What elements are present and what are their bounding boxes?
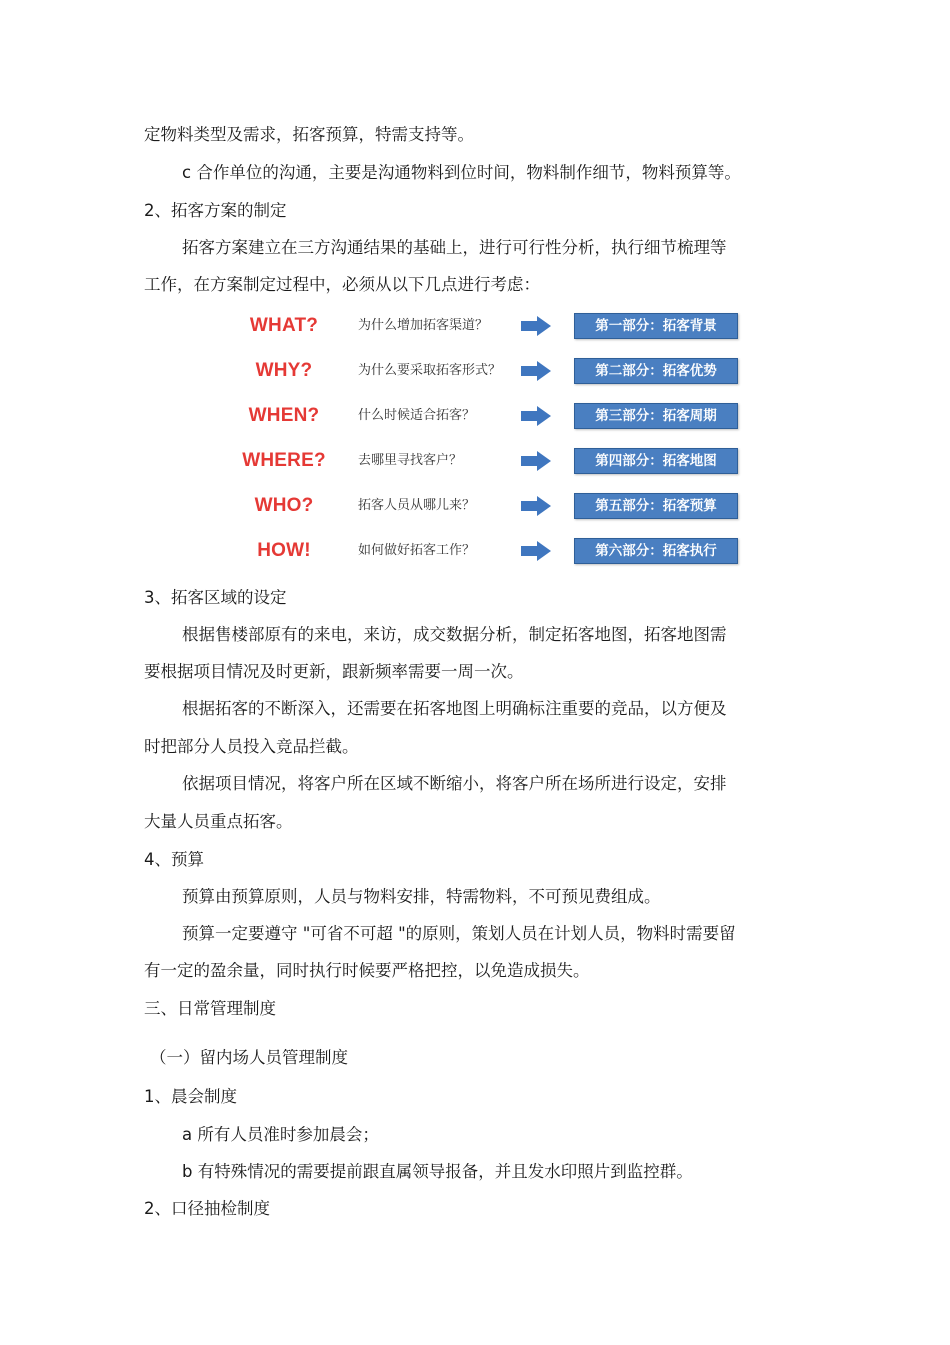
- section-heading: 2、口径抽检制度: [144, 1199, 270, 1218]
- subsection-heading: （一）留内场人员管理制度: [150, 1048, 348, 1067]
- question-word: WHEN?: [248, 405, 320, 426]
- section-heading: 1、晨会制度: [144, 1087, 237, 1106]
- paragraph-line: 依据项目情况，将客户所在区域不断缩小，将客户所在场所进行设定，安排: [182, 774, 727, 793]
- paragraph-line: 大量人员重点拓客。: [144, 812, 293, 831]
- figure-row-who: [236, 488, 748, 524]
- paragraph-line: 时把部分人员投入竞品拦截。: [144, 737, 359, 756]
- figure-row-how: [236, 533, 748, 569]
- question-text: 去哪里寻找客户？: [358, 453, 463, 468]
- question-word: WHO?: [254, 495, 314, 516]
- question-text: 拓客人员从哪儿来？: [358, 498, 476, 513]
- paragraph-line: 预算由预算原则，人员与物料安排，特需物料，不可预见费组成。: [182, 887, 661, 906]
- section-heading: 2、拓客方案的制定: [144, 201, 287, 220]
- paragraph-line: 有一定的盈余量，同时执行时候要严格把控，以免造成损失。: [144, 961, 590, 980]
- question-word: WHY?: [255, 360, 313, 381]
- section-label: 第五部分：拓客预算: [574, 493, 738, 519]
- figure-row-where: [236, 443, 748, 479]
- chapter-heading: 三、日常管理制度: [144, 999, 276, 1018]
- section-label: 第四部分：拓客地图: [574, 448, 738, 474]
- paragraph-line: 预算一定要遵守 "可省不可超 "的原则，策划人员在计划人员，物料时需要留: [182, 924, 736, 943]
- section-label: 第六部分：拓客执行: [574, 538, 738, 564]
- paragraph-line: 拓客方案建立在三方沟通结果的基础上，进行可行性分析，执行细节梳理等: [182, 238, 727, 257]
- list-item: b 有特殊情况的需要提前跟直属领导报备，并且发水印照片到监控群。: [182, 1162, 693, 1181]
- paragraph-line: 根据拓客的不断深入，还需要在拓客地图上明确标注重要的竞品，以方便及: [182, 699, 727, 718]
- paragraph-line: c 合作单位的沟通，主要是沟通物料到位时间，物料制作细节，物料预算等。: [182, 163, 741, 182]
- figure-row-what: [236, 308, 748, 344]
- section-heading: 3、拓客区域的设定: [144, 588, 287, 607]
- right-arrow-icon: [520, 360, 552, 382]
- right-arrow-icon: [520, 405, 552, 427]
- right-arrow-icon: [520, 495, 552, 517]
- section-label: 第二部分：拓客优势: [574, 358, 738, 384]
- section-label: 第三部分：拓客周期: [574, 403, 738, 429]
- right-arrow-icon: [520, 315, 552, 337]
- five-w-figure: [236, 308, 748, 576]
- paragraph-line: 定物料类型及需求，拓客预算，特需支持等。: [144, 125, 474, 144]
- section-heading: 4、预算: [144, 850, 204, 869]
- question-text: 为什么要采取拓客形式？: [358, 363, 502, 378]
- paragraph-line: 要根据项目情况及时更新，跟新频率需要一周一次。: [144, 662, 524, 681]
- figure-row-when: [236, 398, 748, 434]
- right-arrow-icon: [520, 450, 552, 472]
- figure-row-why: [236, 353, 748, 389]
- question-text: 为什么增加拓客渠道？: [358, 318, 489, 333]
- list-item: a 所有人员准时参加晨会；: [182, 1125, 379, 1144]
- right-arrow-icon: [520, 540, 552, 562]
- question-text: 什么时候适合拓客？: [358, 408, 476, 423]
- paragraph-line: 根据售楼部原有的来电，来访，成交数据分析，制定拓客地图，拓客地图需: [182, 625, 727, 644]
- paragraph-line: 工作，在方案制定过程中，必须从以下几点进行考虑：: [144, 275, 540, 294]
- question-word: WHERE?: [242, 450, 326, 471]
- section-label: 第一部分：拓客背景: [574, 313, 738, 339]
- question-text: 如何做好拓客工作？: [358, 543, 476, 558]
- question-word: HOW!: [257, 540, 311, 561]
- question-word: WHAT?: [249, 315, 319, 336]
